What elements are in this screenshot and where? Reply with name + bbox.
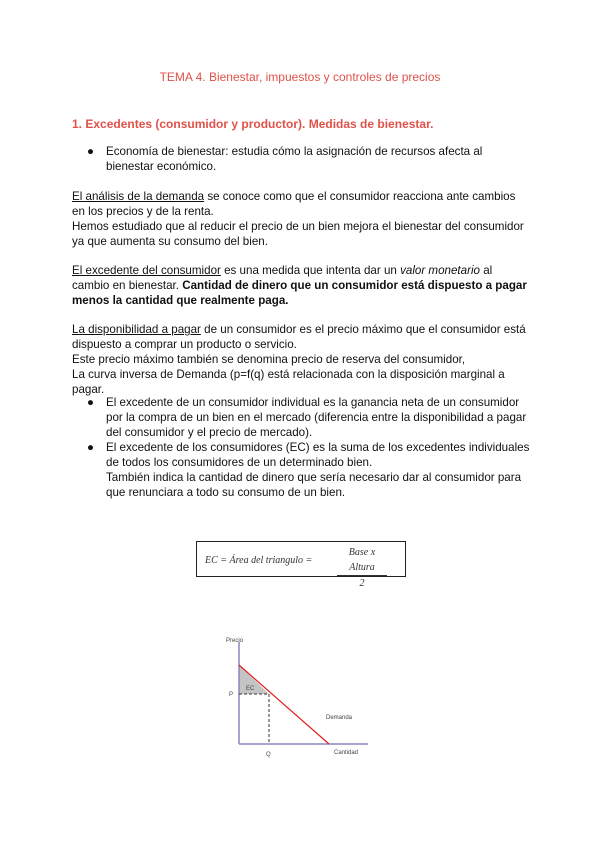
bullet-text: El excedente de los consumidores (EC) es la suma de los excedentes individuales de todos los consumidores de un determinado bien. [106, 441, 530, 469]
demand-line [239, 665, 329, 744]
underlined-term: La disponibilidad a pagar [72, 323, 201, 336]
paragraph-demand [72, 189, 530, 249]
bullet-icon: ● [87, 396, 95, 409]
paragraph-surplus [72, 263, 530, 308]
demand-label: Demanda [326, 715, 353, 721]
page-title: TEMA 4. Bienestar, impuestos y controles de precios [159, 70, 441, 84]
list-item [72, 395, 530, 440]
q-label: Q [266, 752, 271, 758]
bullet-continuation: También indica la cantidad de dinero que sería necesario dar al consumidor para que renunciara a todo su consumo de un bien. [106, 471, 522, 499]
bullet-list-2 [72, 395, 530, 500]
paragraph-willingness [72, 322, 530, 397]
x-axis-label: Cantidad [334, 750, 359, 756]
denominator: 2 [359, 578, 365, 589]
section-heading: 1. Excedentes (consumidor y productor). Medidas de bienestar. [72, 117, 434, 131]
list-item [72, 440, 530, 470]
numerator: Base x Altura [337, 545, 387, 576]
text: Hemos estudiado que al reducir el precio de un bien mejora el bienestar del consumidor ya que aumenta su consumo del bien. [72, 220, 524, 248]
formula-fraction [337, 545, 387, 591]
text: La curva inversa de Demanda (p=f(q) está relacionada con la disposición marginal a pagar. [72, 368, 505, 396]
list-item [72, 144, 530, 174]
y-axis-label: Precio [226, 638, 244, 644]
bold-definition: Cantidad de dinero que un consumidor está dispuesto a pagar menos la cantidad que realmente paga. [72, 279, 527, 307]
text: se conoce como que el consumidor reacciona ante cambios en los precios y de la renta. [72, 190, 516, 218]
bullet-text: El excedente de un consumidor individual es la ganancia neta de un consumidor por la compra de un bien en el mercado (diferencia entre la disponibilidad a pagar del consumidor y el precio de mercado). [106, 396, 527, 439]
bullet-list-1 [72, 144, 530, 174]
text: es una medida que intenta dar un [220, 264, 401, 277]
underlined-term: El excedente del consumidor [72, 264, 221, 277]
formula-lhs: EC = Área del triangulo = [205, 555, 313, 566]
text: al cambio en bienestar. [72, 264, 493, 292]
bullet-icon: ● [87, 145, 95, 158]
bullet-icon: ● [87, 441, 95, 454]
underlined-term: El análisis de la demanda [72, 190, 205, 203]
italic-term: valor monetario [400, 264, 480, 277]
text: Este precio máximo también se denomina precio de reserva del consumidor, [72, 353, 466, 366]
consumer-surplus-graph [220, 632, 370, 762]
formula-box [196, 541, 406, 589]
p-label: P [229, 692, 234, 698]
bullet-text: Economía de bienestar: estudia cómo la asignación de recursos afecta al bienestar económico. [106, 145, 483, 173]
text: de un consumidor es el precio máximo que el consumidor está dispuesto a comprar un producto o servicio. [72, 323, 526, 351]
ec-label: EC [246, 686, 255, 692]
